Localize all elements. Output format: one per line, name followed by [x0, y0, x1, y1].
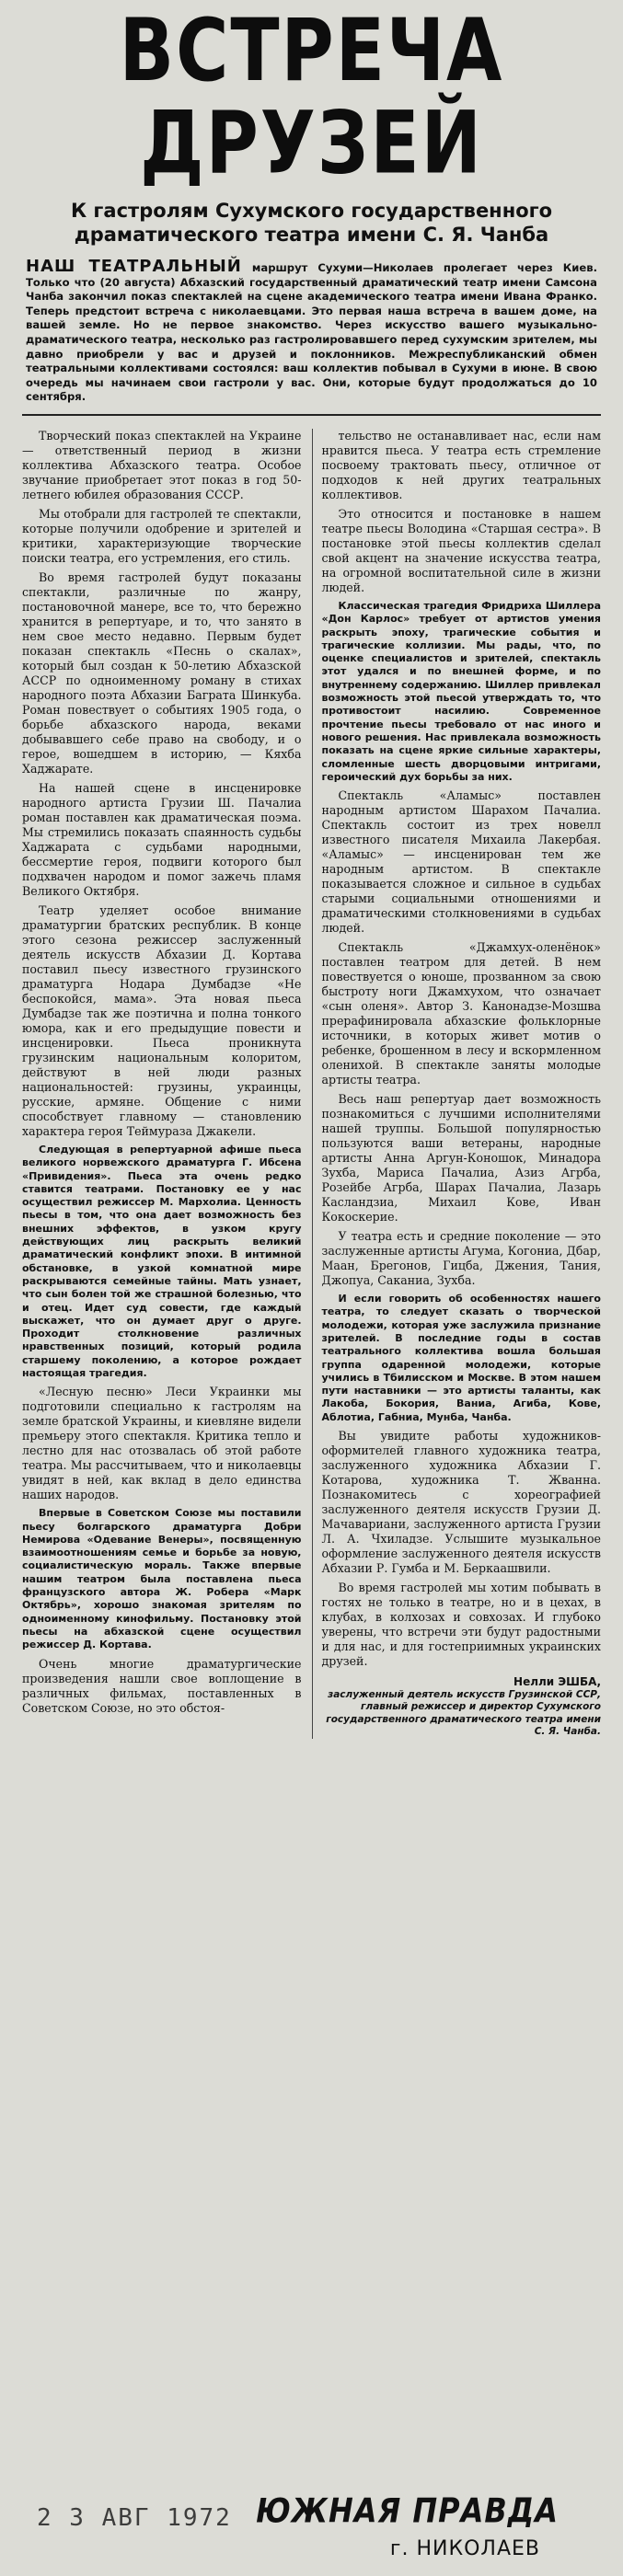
column-left: [22, 429, 302, 1739]
lead-paragraph: [22, 259, 601, 416]
paragraph: тельство не останавливает нас, если нам нравится пьеса. У театра есть стремление посвоему трактовать пьесу, отличное от подходов к ней других театральных коллективов.: [321, 428, 601, 501]
paragraph: Весь наш репертуар дает возможность познакомиться с лучшими исполнителями нашей труппы. Большой популярностью пользуются ваши ветераны, народные артисты Анна Аргун-Коношок, Минадора Зухба, Мариса Пачалиа, Азиз Агрба, Розейбе Агрба, Шарах Пачалиа, Лазарь Касландзиа, Михаил Кове, Иван Кокоскерие.: [321, 1092, 601, 1225]
paragraph: И если говорить об особенностях нашего театра, то следует сказать о творческой молодежи, которая уже заслужила признание зрителей. В последние годы в состав театрального коллектива вошла большая группа одаренной молодежи, которые учились в Тбилисском и Москве. В этом нашем пути наставники — это артисты таланты, как Лакоба, Бокория, Ваниа, Агиба, Кове, Аблотиа, Габниа, Мунба, Чанба.: [321, 1293, 601, 1423]
paragraph: Творческий показ спектаклей на Украине — ответственный период в жизни коллектива Абхазского театра. Особое звучание приобретает этот показ в год 50-летнего юбилея образования СССР.: [22, 428, 302, 501]
paragraph: У театра есть и средние поколение — это заслуженные артисты Агума, Когониа, Дбар, Маан, Брегонов, Гицба, Джения, Тания, Джопуа, Саканиа, Зухба.: [321, 1229, 601, 1288]
paragraph: На нашей сцене в инсценировке народного артиста Грузии Ш. Пачалиа роман поставлен как драматическая поэма. Мы стремились показать спаянность судьбы Хаджарата с судьбами народными, бессмертие героя, подвиги которого был подхвачен народом и помог зажечь пламя Великого Октября.: [22, 780, 302, 898]
paragraph: «Лесную песню» Леси Украинки мы подготовили специально к гастролям на земле братской Украины, и киевляне видели премьеру этого спектакля. Критика тепло и лестно для нас отозвалась об этой работе театра. Мы рассчитываем, что и николаевцы увидят в ней, как вклад в дело единства наших народов.: [22, 1385, 302, 1502]
author-name: Нелли ЭШБА,: [513, 1675, 601, 1689]
clipping-footer: [0, 2484, 623, 2567]
paragraph: Классическая трагедия Фридриха Шиллера «Дон Карлос» требует от артистов умения раскрыть эпоху, трагические события и трагические коллизии. Мы рады, что, по оценке специалистов и зрителей, спектакль этот удался и по внешней форме, и по внутреннему содержанию. Шиллер привлекал возможность этой пьесой утверждать то, что противостоит насилию. Современное прочтение пьесы требовало от нас иного и нового решения. Нас привлекала возможность показать на сцене яркие сильные характеры, сломленные шесть дворцовыми интригами, героический дух борьбы за них.: [321, 599, 601, 783]
paragraph: Это относится и постановке в нашем театре пьесы Володина «Старшая сестра». В постановке этой пьесы коллектив сделал свой акцент на значение искусства театра, на огромной воспитательной силе в жизни людей.: [321, 506, 601, 594]
article-body: [22, 429, 601, 1739]
article-headline: ВСТРЕЧА ДРУЗЕЙ: [119, 1, 504, 194]
author-title: заслуженный деятель искусств Грузинской ССР, главный режиссер и директор Сухумского государственного драматического театра имени С. Я. Чанба.: [326, 1688, 601, 1738]
newspaper-name: ЮЖНАЯ ПРАВДА: [256, 2490, 559, 2531]
paragraph: Мы отобрали для гастролей те спектакли, которые получили одобрение и зрителей и критики, характеризующие творческие поиски театра, его устремления, его стиль.: [22, 506, 302, 565]
lead-dropword: НАШ ТЕАТРАЛЬНЫЙ: [26, 257, 242, 276]
lead-text: маршрут Сухуми—Николаев пролегает через Киев. Только что (20 августа) Абхазский государственный драматический театр имени Самсона Чанба закончил показ спектаклей на сцене академического театра имени Ивана Франко. Теперь предстоит встреча с николаевцами. Это первая наша встреча в вашем доме, на вашей земле. Но не первое знакомство. Через искусство вашего музыкально-драматического театра, несколько раз гастролировавшего перед сухумским зрителем, мы давно приобрели у вас и друзей и поклонников. Межреспубликанский обмен театральными коллективами состоялся: ваш коллектив побывал в Сухуми в июне. В свою очередь мы начинаем свои гастроли у вас. Они, которые будут продолжаться до 10 сентября.: [26, 261, 597, 404]
newspaper-city: г. НИКОЛАЕВ: [389, 2537, 540, 2560]
column-right: [322, 429, 602, 1739]
author-signature: [322, 1676, 602, 1739]
paragraph: Во время гастролей будут показаны спектакли, различные по жанру, постановочной манере, все то, что бережно хранится в репертуаре, и то, что занято в нем свое место недавно. Первым будет показан спектакль «Песнь о скалах», который был создан к 50-летию Абхазской АССР по одноименному роману в стихах народного поэта Абхазии Баграта Шинкуба. Роман повествует о событиях 1905 года, о борьбе абхазского народа, веками добывавшего себе право на свободу, и о герое, вошедшем в историю, — Кяхба Хаджарате.: [22, 569, 302, 776]
article-subhead: К гастролям Сухумского государственного драматического театра имени С. Я. Чанба: [70, 200, 553, 246]
paragraph: Следующая в репертуарной афише пьеса великого норвежского драматурга Г. Ибсена «Привидения». Пьеса эта очень редко ставится театрами. Постановку ее у нас осуществил режиссер М. Мархолиа. Ценность пьесы в том, что она дает возможность без внешних эффектов, в узком кругу действующих лиц раскрыть великий драматический конфликт эпохи. В интимной обстановке, в узкой комнатной мире раскрываются семейные тайны. Мать узнает, что сын болен той же страшной болезнью, что и отец. Идет суд совести, где каждый выскажет, что он думает друг о друге. Проходит столкновение различных нравственных позиций, который родила старшему поколению, а которое рождает настоящая трагедия.: [22, 1143, 302, 1379]
paragraph: Впервые в Советском Союзе мы поставили пьесу болгарского драматурга Добри Немирова «Одевание Венеры», посвященную взаимоотношениям семье и борьбе за новую, социалистическую мораль. Также впервые нашим театром была поставлена пьеса французского автора Ж. Робера «Марк Октябрь», хорошо знакомая зрителям по одноименному кинофильму. Постановку этой пьесы на абхазской сцене осуществил режиссер Д. Кортава.: [22, 1507, 302, 1651]
paragraph: Очень многие драматургические произведения нашли свое воплощение в различных фильмах, поставленных в Советском Союзе, но это обстоя-: [22, 1656, 302, 1715]
paragraph: Спектакль «Аламыс» поставлен народным артистом Шарахом Пачалиа. Спектакль состоит из трех новелл известного писателя Михаила Лакербая. «Аламыс» — инсценирован тем же народным артистом. В спектакле показывается сложное и сильное в судьбах старыми социальными отношениями и драматическими столкновениями в судьбах людей.: [321, 788, 601, 936]
paragraph: Во время гастролей мы хотим побывать в гостях не только в театре, но и в цехах, в клубах, в колхозах и совхозах. И глубоко уверены, что встречи эти будут радостными и для нас, и для гостеприимных украинских друзей.: [321, 1581, 601, 1669]
paragraph: Спектакль «Джамхух-оленёнок» поставлен театром для детей. В нем повествуется о юноше, прозванном за свою быстроту ноги Джамхухом, что означает «сын оленя». Автор З. Канонадзе-Мозшва прерафинировала абхазские фольклорные источники, в которых живет мотив о ребенке, брошенном в лесу и вскормленном оленихой. В спектакле заняты молодые артисты театра.: [321, 940, 601, 1087]
paragraph: Театр уделяет особое внимание драматургии братских республик. В конце этого сезона режиссер заслуженный деятель искусств Абхазии Д. Кортава поставил пьесу известного грузинского драматурга Нодара Думбадзе «Не беспокойся, мама». Эта новая пьеса Думбадзе так же поэтична и полна тонкого юмора, как и его предыдущие повести и инсценировки. Пьеса проникнута грузинским национальным колоритом, действуют в ней люди разных национальностей: грузины, украинцы, русские, армяне. Общение с ними способствует главному — становлению характера героя Теймураза Джакели.: [22, 903, 302, 1138]
paragraph: Вы увидите работы художников-оформителей главного художника театра, заслуженного художника Абхазии Г. Котарова, художника Т. Жванна. Познакомитесь с хореографией заслуженного деятеля искусств Грузии Д. Мачавариани, заслуженного артиста Грузии Л. А. Чхиладзе. Услышите музыкальное оформление заслуженного деятеля искусств Абхазии Р. Гумба и М. Беркаашвили.: [321, 1429, 601, 1576]
date-stamp: 2 3 АВГ 1972: [37, 2504, 232, 2532]
